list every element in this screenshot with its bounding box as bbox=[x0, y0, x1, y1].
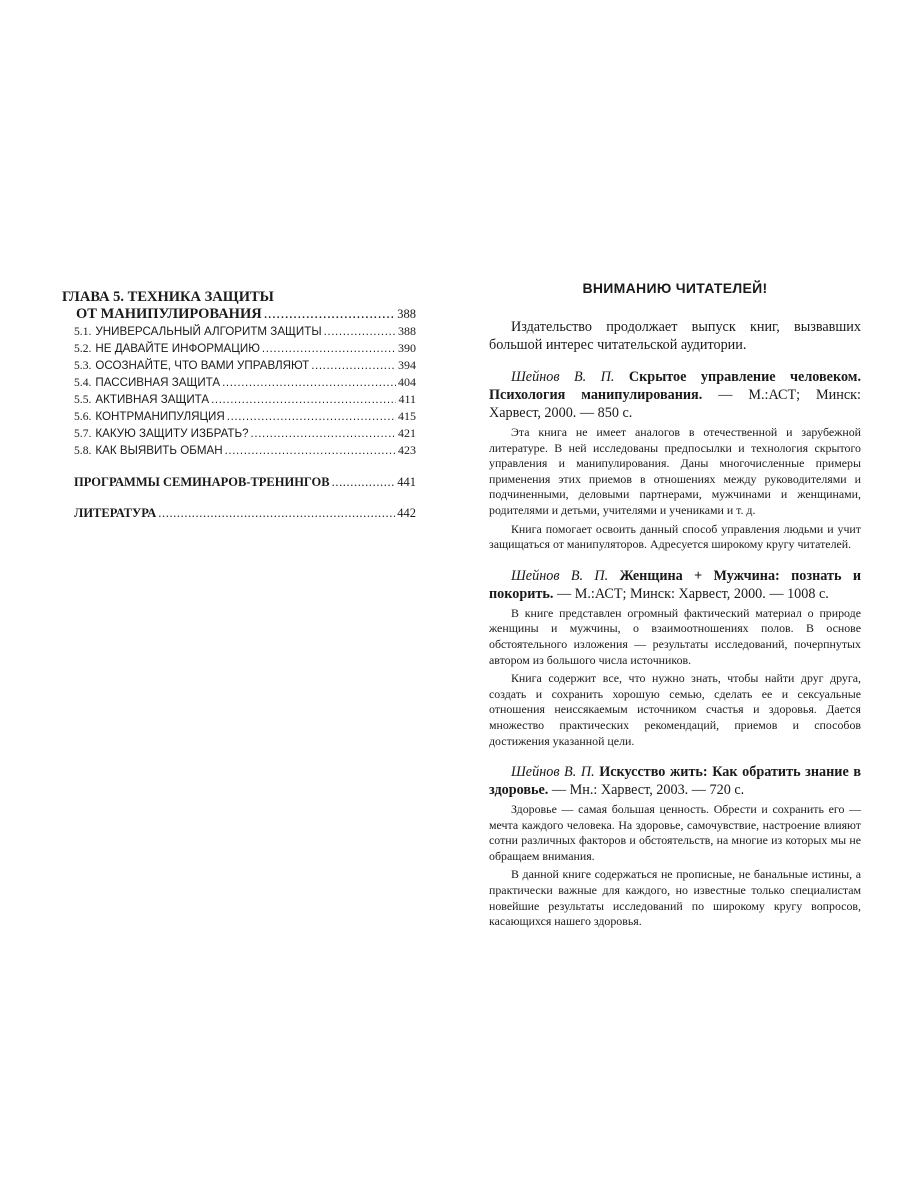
toc-item-number: 5.7. bbox=[74, 427, 92, 440]
toc-item bbox=[62, 340, 416, 357]
book-heading bbox=[489, 368, 861, 422]
toc-item-label: ОСОЗНАЙТЕ, ЧТО ВАМИ УПРАВЛЯЮТ bbox=[95, 359, 310, 372]
toc-programs-label: ПРОГРАММЫ СЕМИНАРОВ-ТРЕНИНГОВ bbox=[74, 475, 330, 489]
toc-item-number: 5.8. bbox=[74, 444, 92, 457]
toc-literature-entry bbox=[62, 505, 416, 522]
table-of-contents bbox=[62, 289, 416, 522]
toc-item-page: 390 bbox=[398, 341, 416, 355]
toc-item-label: КАКУЮ ЗАЩИТУ ИЗБРАТЬ? bbox=[95, 427, 249, 440]
book-description: Здоровье — самая большая ценность. Обрести и сохранить его — мечта каждого человека. На здоровье, самочувствие, настроение влияют сотни различных факторов и обстоятельств, на многие из которых мы не обращаем внимания. bbox=[489, 802, 861, 863]
toc-item bbox=[62, 442, 416, 459]
book-publication: — М.:АСТ; Минск: Харвест, 2000. — 1008 с. bbox=[556, 585, 829, 602]
toc-leader-dots bbox=[324, 324, 396, 340]
toc-leader-dots bbox=[222, 375, 396, 391]
toc-item bbox=[62, 408, 416, 425]
toc-item-page: 394 bbox=[398, 358, 416, 372]
toc-leader-dots bbox=[262, 341, 396, 357]
toc-item bbox=[62, 323, 416, 340]
toc-programs-page: 441 bbox=[397, 475, 416, 489]
book-description: В книге представлен огромный фактический материал о природе женщины и мужчины, о взаимоотношениях полов. В основе обстоятельного изложения — результаты исследований, почерпнутых автором из большого числа источников. bbox=[489, 605, 861, 667]
toc-chapter-heading bbox=[62, 289, 416, 323]
book-description: Эта книга не имеет аналогов в отечественной и зарубежной литературе. В ней исследованы предпосылки и технология скрытого управления и манипулирования. Даны многочисленные примеры применения этих приемов в отношениях между руководителями и подчиненными, деловыми партнерами, мужчинами и женщинами, родителями и детьми, учителями и учениками и т. д. bbox=[489, 425, 861, 517]
toc-chapter-line1: ГЛАВА 5. ТЕХНИКА ЗАЩИТЫ bbox=[62, 289, 274, 305]
toc-item-label: АКТИВНАЯ ЗАЩИТА bbox=[95, 393, 210, 406]
book-title: Искусство жить: Как обратить знание в здоровье. bbox=[489, 764, 861, 799]
toc-literature-page: 442 bbox=[397, 506, 416, 520]
toc-programs-entry bbox=[62, 474, 416, 491]
book-entry bbox=[489, 368, 861, 553]
toc-item-number: 5.1. bbox=[74, 325, 92, 338]
toc-item-number: 5.2. bbox=[74, 342, 92, 355]
toc-item-page: 415 bbox=[398, 409, 416, 423]
toc-item-label: НЕ ДАВАЙТЕ ИНФОРМАЦИЮ bbox=[95, 342, 260, 355]
book-publication: — М.:АСТ; Минск: Харвест, 2000. — 850 с. bbox=[489, 387, 861, 421]
toc-item-page: 411 bbox=[398, 392, 416, 406]
book-author: Шейнов В. П. bbox=[511, 567, 609, 584]
toc-literature-label: ЛИТЕРАТУРА bbox=[74, 506, 157, 520]
book-heading bbox=[489, 763, 861, 799]
toc-chapter-page: 388 bbox=[397, 307, 416, 321]
book-description: Книга помогает освоить данный способ управления людьми и учит защищаться от манипуляторов. Адресуется широкому кругу читателей. bbox=[489, 521, 861, 552]
toc-leader-dots bbox=[264, 306, 396, 323]
toc-item-number: 5.3. bbox=[74, 359, 92, 372]
book-publication: — Мн.: Харвест, 2003. — 720 с. bbox=[551, 782, 745, 799]
toc-leader-dots bbox=[311, 358, 396, 374]
toc-item-label: ПАССИВНАЯ ЗАЩИТА bbox=[95, 376, 221, 389]
book-title: Женщина + Мужчина: познать и покорить. bbox=[489, 567, 862, 602]
toc-item-number: 5.5. bbox=[74, 393, 92, 406]
readers-notice bbox=[489, 280, 861, 944]
notice-title: ВНИМАНИЮ ЧИТАТЕЛЕЙ! bbox=[582, 280, 768, 296]
book-entry bbox=[489, 763, 861, 930]
toc-item-label: КОНТРМАНИПУЛЯЦИЯ bbox=[95, 410, 225, 423]
toc-item bbox=[62, 374, 416, 391]
book-description: В данной книге содержаться не прописные, не банальные истины, а практически важные для каждого, но известные только специалистам новейшие результаты исследований по широкому кругу вопросов, касающихся нашего здоровья. bbox=[489, 867, 861, 929]
book-heading bbox=[489, 567, 861, 603]
toc-item-label: КАК ВЫЯВИТЬ ОБМАН bbox=[95, 444, 223, 457]
toc-chapter-line2: ОТ МАНИПУЛИРОВАНИЯ bbox=[76, 306, 262, 322]
toc-chapter-row bbox=[62, 306, 416, 323]
book-description: Книга содержит все, что нужно знать, чтобы найти друг друга, создать и сохранить хорошую семью, сделать ее и сексуальные отношения неиссякаемым источником счастья и здоровья. Дается множество практических рекомендаций, приемов и способов достижения указанной цели. bbox=[489, 671, 861, 748]
book-author: Шейнов В. П. bbox=[511, 764, 595, 781]
toc-item bbox=[62, 425, 416, 442]
toc-leader-dots bbox=[227, 409, 396, 425]
toc-leader-dots bbox=[211, 392, 396, 408]
notice-intro: Издательство продолжает выпуск книг, вызвавших большой интерес читательской аудитории. bbox=[489, 319, 861, 353]
toc-item-page: 388 bbox=[398, 324, 416, 338]
toc-item bbox=[62, 357, 416, 374]
toc-leader-dots bbox=[332, 474, 396, 491]
toc-leader-dots bbox=[158, 505, 395, 522]
book-entry bbox=[489, 567, 861, 749]
toc-item bbox=[62, 391, 416, 408]
toc-items bbox=[62, 323, 416, 459]
toc-item-label: УНИВЕРСАЛЬНЫЙ АЛГОРИТМ ЗАЩИТЫ bbox=[95, 325, 322, 338]
toc-item-number: 5.6. bbox=[74, 410, 92, 423]
toc-item-page: 421 bbox=[398, 426, 416, 440]
book-title: Скрытое управление человеком. Психология манипулирования. bbox=[489, 369, 861, 403]
toc-item-number: 5.4. bbox=[74, 376, 92, 389]
toc-item-page: 423 bbox=[398, 443, 416, 457]
toc-leader-dots bbox=[225, 443, 396, 459]
toc-item-page: 404 bbox=[398, 375, 416, 389]
book-author: Шейнов В. П. bbox=[511, 369, 615, 385]
toc-leader-dots bbox=[251, 426, 396, 442]
